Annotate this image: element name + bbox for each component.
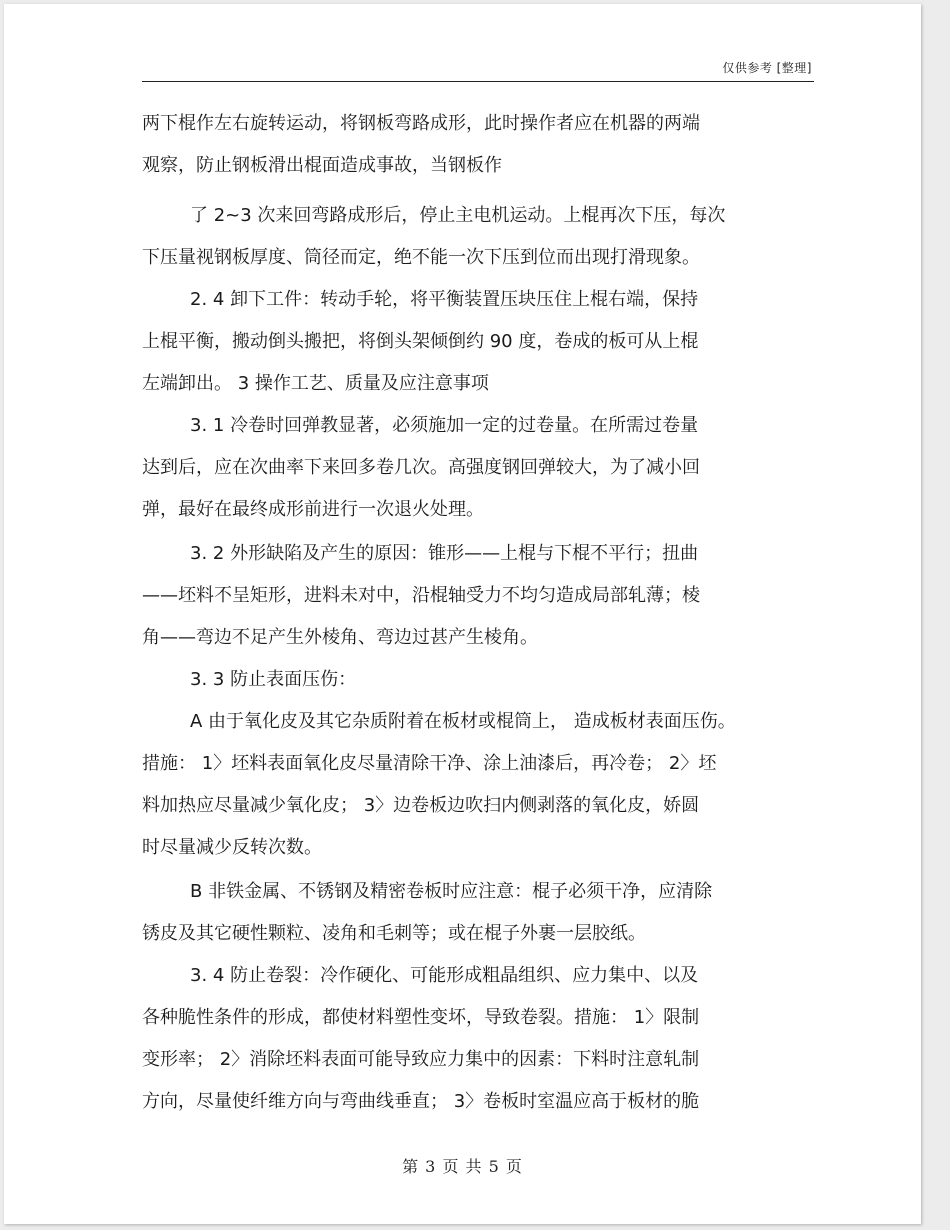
document-page xyxy=(4,4,921,1224)
text-line: 3. 4 防止卷裂：冷作硬化、可能形成粗晶组织、应力集中、以及 xyxy=(190,965,699,986)
text-line: 角——弯边不足产生外棱角、弯边过甚产生棱角。 xyxy=(142,627,538,648)
text-line: ——坯料不呈矩形，进料未对中，沿棍轴受力不均匀造成局部轧薄；棱 xyxy=(142,585,700,606)
text-line: 时尽量减少反转次数。 xyxy=(142,837,322,858)
text-line: 措施： 1〉坯料表面氧化皮尽量清除干净、涂上油漆后，再冷卷； 2〉坯 xyxy=(142,753,717,774)
text-line: 3. 2 外形缺陷及产生的原因：锥形——上棍与下棍不平行；扭曲 xyxy=(190,543,699,564)
text-line: 两下棍作左右旋转运动，将钢板弯路成形，此时操作者应在机器的两端 xyxy=(142,113,700,134)
text-line: 上棍平衡，搬动倒头搬把，将倒头架倾倒约 90 度，卷成的板可从上棍 xyxy=(142,331,699,352)
header-note: 仅供参考 [整理] xyxy=(722,61,812,75)
text-line: 各种脆性条件的形成，都使材料塑性变坏，导致卷裂。措施： 1〉限制 xyxy=(142,1007,700,1028)
text-line: 弹，最好在最终成形前进行一次退火处理。 xyxy=(142,499,484,520)
text-line: 2. 4 卸下工件：转动手轮，将平衡装置压块压住上棍右端，保持 xyxy=(190,289,699,310)
text-line: 3. 3 防止表面压伤： xyxy=(190,669,357,690)
text-line: 方向，尽量使纤维方向与弯曲线垂直； 3〉卷板时室温应高于板材的脆 xyxy=(142,1091,700,1112)
text-line: 观察，防止钢板滑出棍面造成事故，当钢板作 xyxy=(142,155,502,176)
text-line: 锈皮及其它硬性颗粒、凌角和毛刺等；或在棍子外裹一层胶纸。 xyxy=(142,923,646,944)
text-line: B 非铁金属、不锈钢及精密卷板时应注意：棍子必须干净，应清除 xyxy=(190,881,713,902)
text-line: 左端卸出。 3 操作工艺、质量及应注意事项 xyxy=(142,373,489,394)
text-line: A 由于氧化皮及其它杂质附着在板材或棍筒上， 造成板材表面压伤。 xyxy=(190,711,736,732)
page-number: 第 3 页 共 5 页 xyxy=(402,1157,523,1176)
text-line: 3. 1 冷卷时回弹教显著，必须施加一定的过卷量。在所需过卷量 xyxy=(190,415,699,436)
text-line: 达到后，应在次曲率下来回多卷几次。高强度钢回弹较大，为了减小回 xyxy=(142,457,700,478)
text-line: 料加热应尽量减少氧化皮； 3〉边卷板边吹扫内侧剥落的氧化皮，娇圆 xyxy=(142,795,700,816)
text-line: 下压量视钢板厚度、筒径而定，绝不能一次下压到位而出现打滑现象。 xyxy=(142,247,700,268)
page-footer xyxy=(4,1154,921,1177)
text-line: 了 2~3 次来回弯路成形后，停止主电机运动。上棍再次下压，每次 xyxy=(190,205,726,226)
page-header xyxy=(142,59,814,82)
text-line: 变形率； 2〉消除坯料表面可能导致应力集中的因素：下料时注意轧制 xyxy=(142,1049,700,1070)
